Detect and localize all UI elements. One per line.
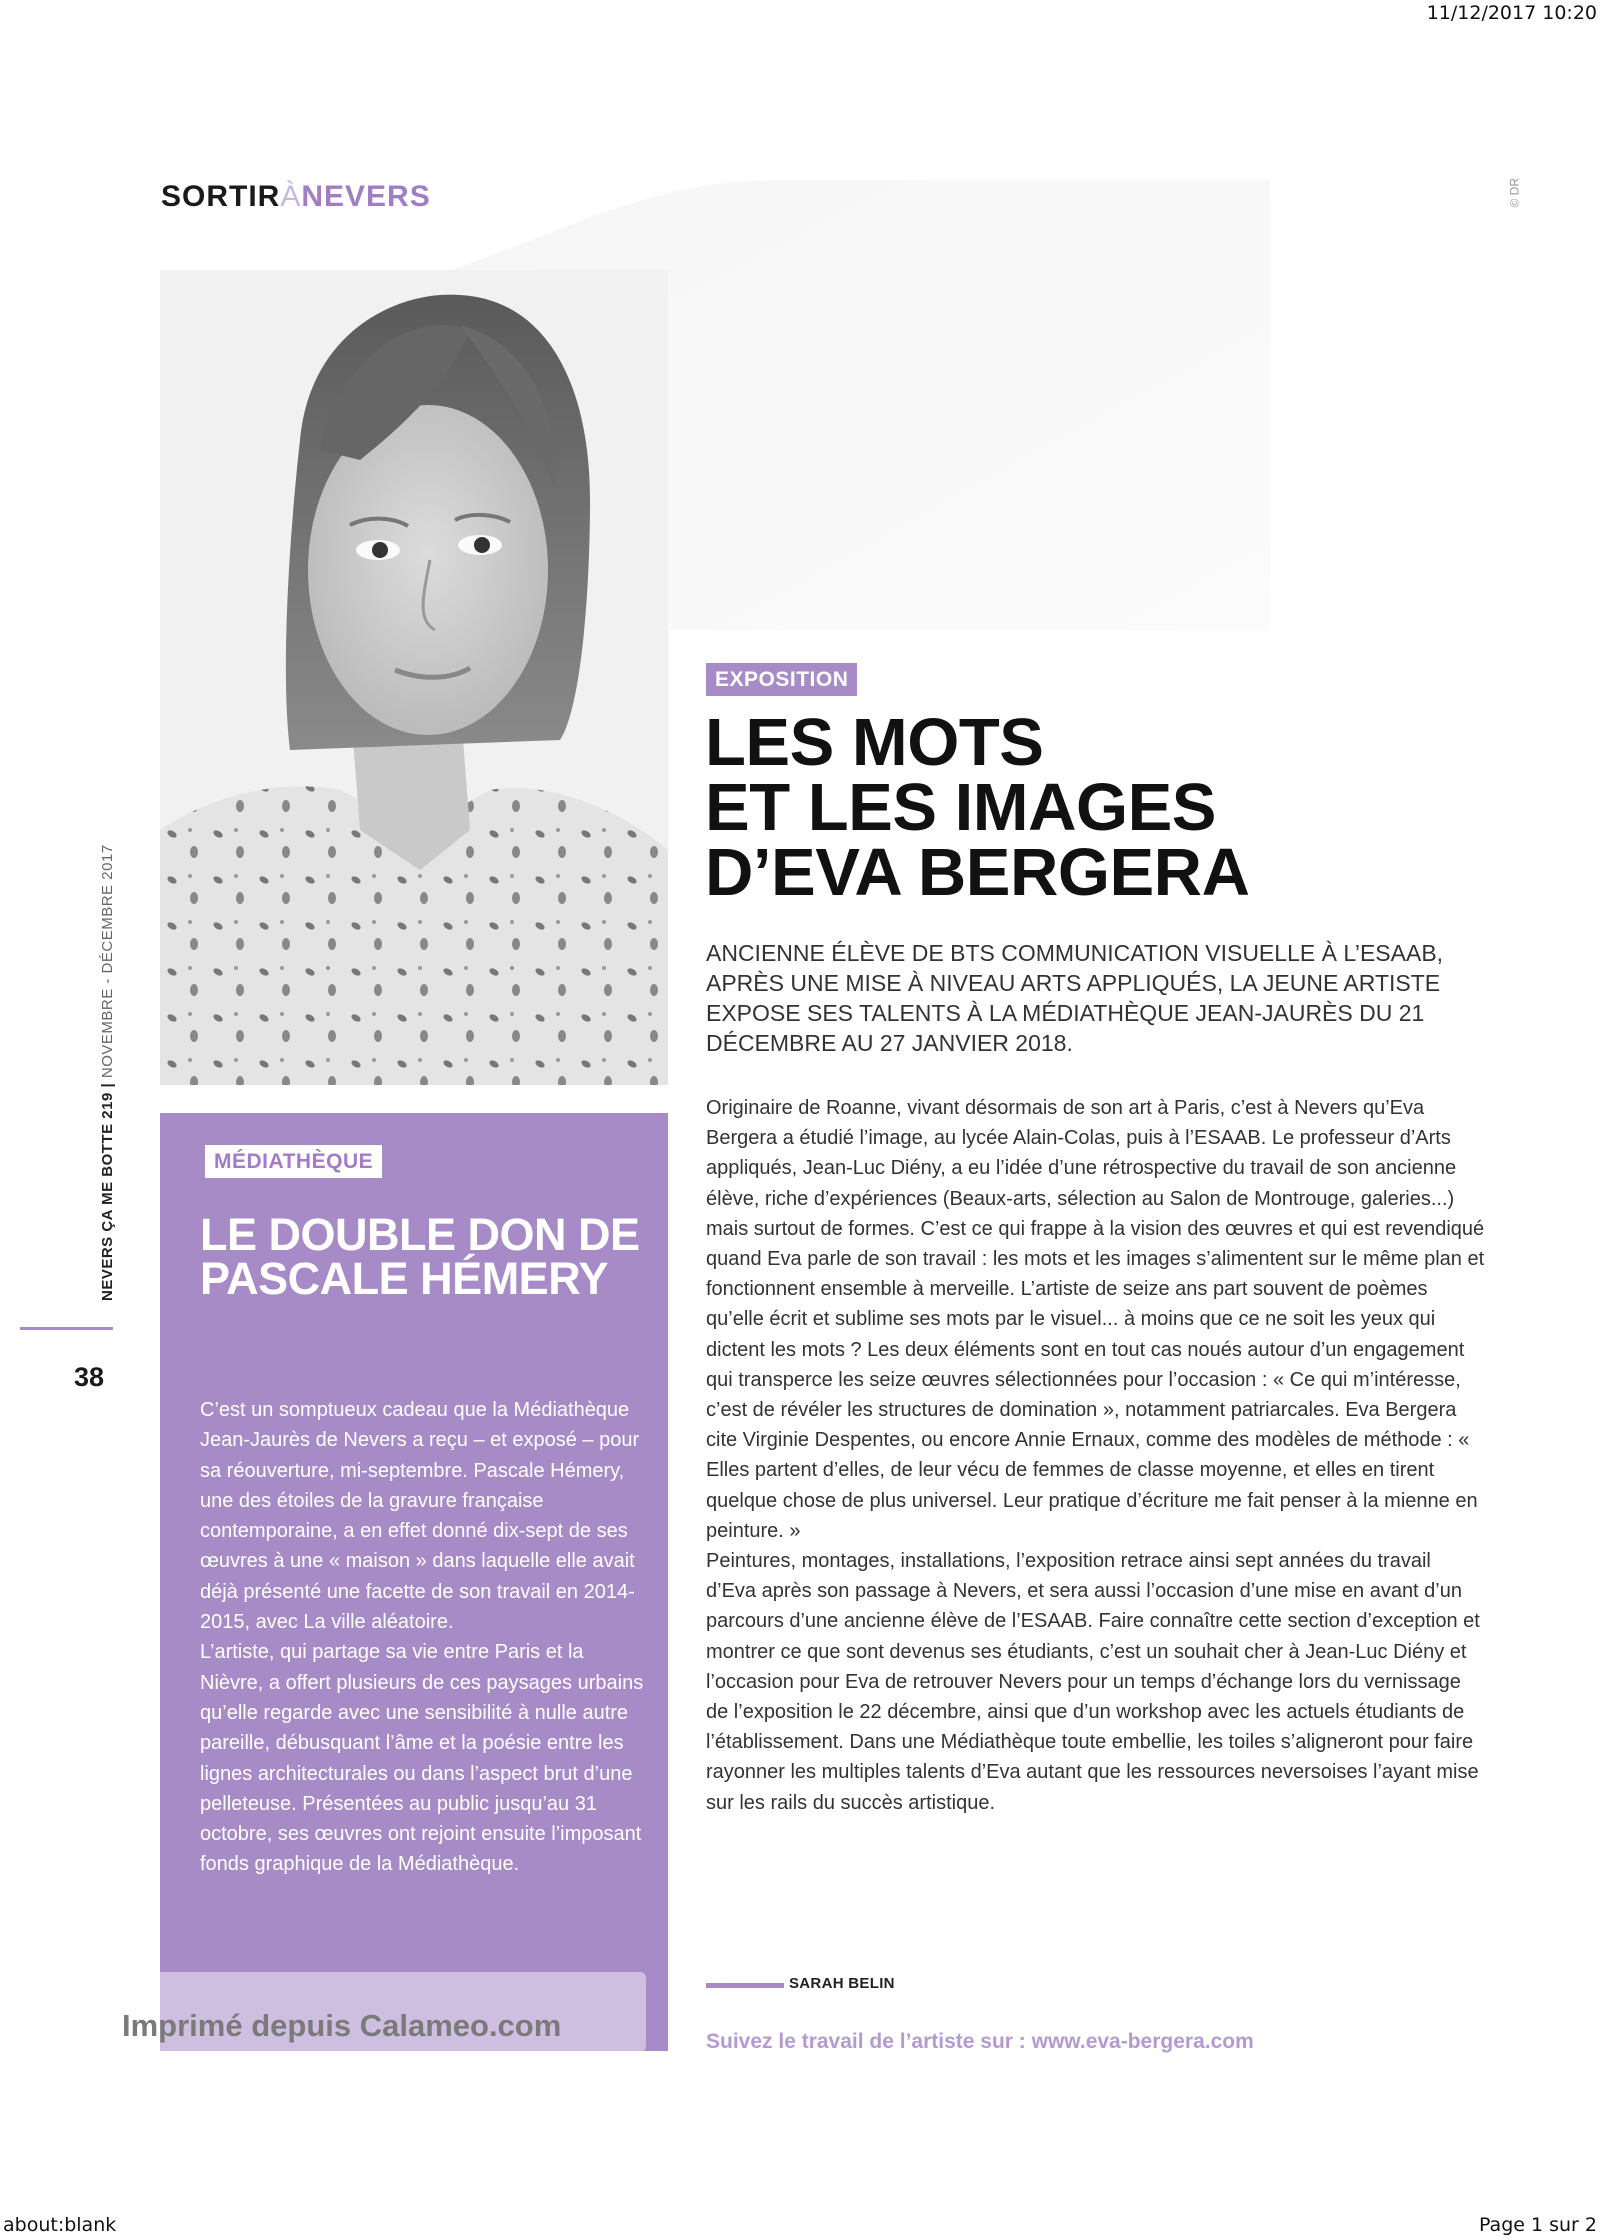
panel-paragraph: C’est un somptueux cadeau que la Médiathèque Jean-Jaurès de Nevers a reçu – et exposé – pour sa réouverture, mi-septembre. Pascale Hémery, une des étoiles de la gravure française contemporaine, a en effet donné dix-sept de ses œuvres à une « maison » dans laquelle elle avait déjà présenté une facette de son travail en 2014-2015, avec La ville aléatoire. [200, 1399, 640, 1634]
section-header-nevers: NEVERS [301, 180, 431, 213]
article-body [706, 1093, 1486, 1818]
portrait-photo-icon [160, 270, 668, 1085]
calameo-watermark: Imprimé depuis Calameo.com [122, 2008, 562, 2043]
photo-credit: © DR [1508, 178, 1522, 208]
print-datetime: 11/12/2017 10:20 [1426, 2, 1597, 24]
portrait-photo [160, 270, 668, 1085]
author-signature: SARAH BELIN [789, 1975, 895, 1992]
article-title [705, 705, 1565, 910]
article-lead: ANCIENNE ÉLÈVE DE BTS COMMUNICATION VISUELLE À L’ESAAB, APRÈS UNE MISE À NIVEAU ARTS APPLIQUÉS, LA JEUNE ARTISTE EXPOSE SES TALENTS À LA MÉDIATHÈQUE JEAN-JAURÈS DU 21 DÉCEMBRE AU 27 JANVIER 2018. [706, 940, 1444, 1056]
magazine-name: NEVERS ÇA ME BOTTE 219 [99, 1092, 116, 1301]
signature-rule [706, 1983, 784, 1988]
article-title-line: ET LES IMAGES [705, 770, 1216, 845]
print-url: about:blank [3, 2214, 117, 2236]
artist-website-link[interactable]: Suivez le travail de l’artiste sur : www.eva-bergera.com [706, 2030, 1254, 2053]
article-paragraph: Peintures, montages, installations, l’exposition retrace ainsi sept années du travail d’Eva après son passage à Nevers, et sera aussi l’occasion d’une mise en avant d’un parcours d’une ancienne élève de l’ESAAB. Faire connaître cette section d’exception et montrer ce que sont devenus ses étudiants, c’est un souhait cher à Jean-Luc Diény et l’occasion pour Eva de retrouver Nevers pour un temps d’échange lors du vernissage de l’exposition le 22 décembre, ainsi que d’un workshop avec les actuels étudiants de l’établissement. Dans une Médiathèque toute embellie, les toiles s’aligneront pour faire rayonner les multiples talents d’Eva autant que les ressources neversoises l’ayant mise sur les rails du succès artistique. [706, 1550, 1480, 1814]
mediatheque-panel [160, 1113, 668, 2051]
left-rule [20, 1327, 113, 1330]
panel-paragraph: L’artiste, qui partage sa vie entre Paris et la Nièvre, a offert plusieurs de ces paysages urbains qu’elle regarde avec une sensibilité à nulle autre pareille, débusquant l’âme et la poésie entre les lignes architecturales ou dans l’aspect brut d’une pelleteuse. Présentées au public jusqu’au 31 octobre, ses œuvres ont rejoint ensuite l’imposant fonds graphique de la Médiathèque. [200, 1641, 644, 1876]
section-header-a: À [280, 180, 302, 213]
print-page-number: Page 1 sur 2 [1478, 2214, 1597, 2236]
article-title-line: LES MOTS [705, 705, 1044, 780]
issue-separator: | [99, 1082, 116, 1088]
section-header [161, 180, 431, 214]
article-tag: EXPOSITION [706, 663, 857, 696]
panel-body [200, 1395, 650, 1880]
panel-tag: MÉDIATHÈQUE [205, 1145, 382, 1178]
issue-label [99, 844, 116, 1301]
panel-title: LE DOUBLE DON DE PASCALE HÉMERY [200, 1209, 640, 1304]
issue-period: NOVEMBRE - DÉCEMBRE 2017 [99, 844, 116, 1079]
article-paragraph: Originaire de Roanne, vivant désormais de son art à Paris, c’est à Nevers qu’Eva Bergera a étudié l’image, au lycée Alain-Colas, puis à l’ESAAB. Le professeur d’Arts appliqués, Jean-Luc Diény, a eu l’idée d’une rétrospective du travail de son ancienne élève, riche d’expériences (Beaux-arts, sélection au Salon de Montrouge, galeries...) mais surtout de formes. C’est ce qui frappe à la vision des œuvres et qui est revendiqué quand Eva parle de son travail : les mots et les images s’alimentent sur le même plan et fonctionnent ensemble à merveille. L’artiste de seize ans part souvent de poèmes qu’elle écrit et sublime ses mots par le visuel... à moins que ce ne soit les yeux qui dictent les mots ? Les deux éléments sont en tout cas noués autour d’un engagement qui transperce les seize œuvres sélectionnées pour l’occasion : « Ce qui m’intéresse, c’est de révéler les structures de domination », notamment patriarcales. Eva Bergera cite Virginie Despentes, ou encore Annie Ernaux, comme des modèles de méthode : « Elles partent d’elles, de leur vécu de femmes de classe moyenne, et elles en tirent quelque chose de plus universel. Leur pratique d’écriture me fait penser à la mienne en peinture. » [706, 1097, 1485, 1542]
section-header-sortir: SORTIR [161, 180, 281, 213]
article-title-line: D’EVA BERGERA [705, 835, 1250, 910]
page-number: 38 [74, 1362, 105, 1392]
